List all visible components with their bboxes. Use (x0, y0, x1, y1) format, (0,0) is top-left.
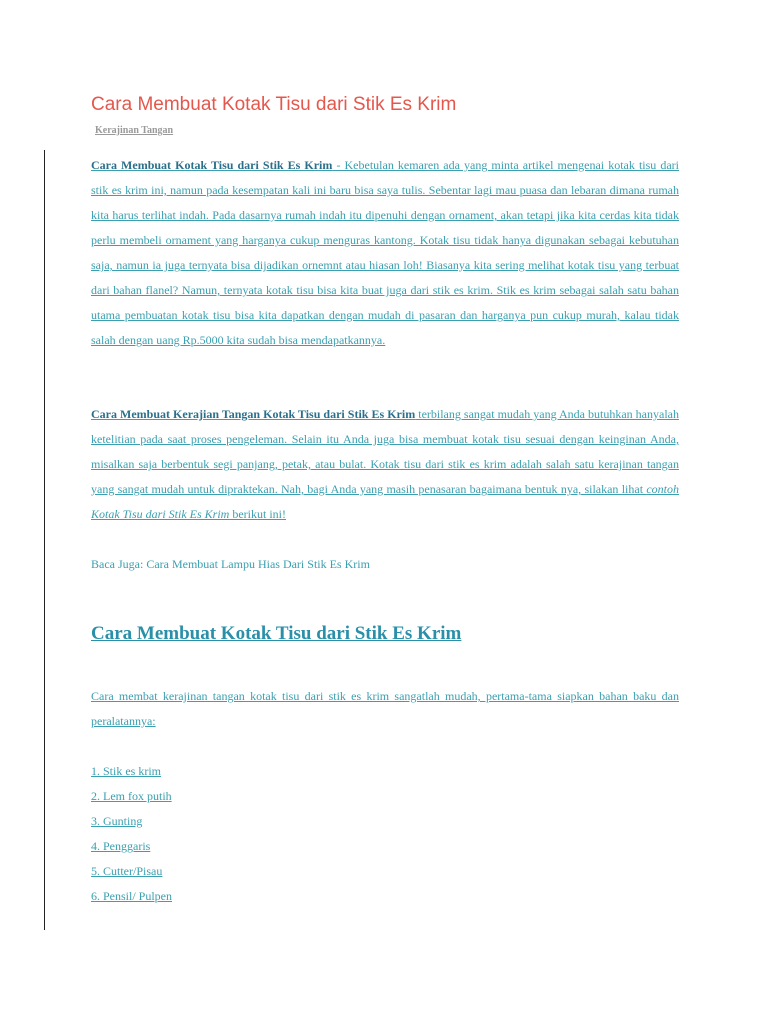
margin-rule (44, 150, 45, 930)
article-title: Cara Membuat Kotak Tisu dari Stik Es Krim (91, 94, 457, 115)
list-item: 3. Gunting (91, 814, 143, 828)
list-item: 5. Cutter/Pisau (91, 864, 163, 878)
list-item: 1. Stik es krim (91, 764, 162, 778)
second-paragraph (91, 402, 679, 527)
section-intro: Cara membat kerajinan tangan kotak tisu dari stik es krim sangatlah mudah, pertama-tama siapkan bahan baku dan peralatannya: (91, 689, 679, 728)
list-item: 4. Penggaris (91, 839, 151, 853)
example-link[interactable]: contoh Kotak Tisu dari Stik Es Krim (91, 482, 679, 521)
intro-text: - Kebetulan kemaren ada yang minta artikel mengenai kotak tisu dari stik es krim ini, namun pada kesempatan kali ini baru bisa saya tulis. Sebentar lagi mau puasa dan lebaran dimana rumah kita harus terlihat indah. Pada dasarnya rumah indah itu dipenuhi dengan ornament, akan tetapi jika kita cerdas kita tidak perlu membeli ornament yang harganya cukup menguras kantong. Kotak tisu tidak hanya digunakan sebagai kebutuhan saja, namun ia juga ternyata bisa dijadikan ornemnt atau hiasan loh! Biasanya kita sering melihat kotak tisu yang terbuat dari bahan flanel? Namun, ternyata kotak tisu bisa kita buat juga dari stik es krim. Stik es krim sebagai salah satu bahan utama pembuatan kotak tisu bisa kita dapatkan dengan mudah di pasaran dan harganya pun cukup murah, kalau tidak salah dengan uang Rp.5000 kita sudah bisa mendapatkannya. (91, 158, 680, 347)
intro-paragraph (91, 153, 679, 353)
second-lead-link[interactable]: Cara Membuat Kerajian Tangan Kotak Tisu dari Stik Es Krim (91, 407, 416, 421)
list-item: 2. Lem fox putih (91, 789, 172, 803)
read-also-link[interactable]: Baca Juga: Cara Membuat Lampu Hias Dari Stik Es Krim (91, 557, 370, 571)
section-heading: Cara Membuat Kotak Tisu dari Stik Es Krim (91, 623, 462, 644)
second-text: terbilang sangat mudah yang Anda butuhkan hanyalah ketelitian pada saat proses pengeleman. Selain itu Anda juga bisa membuat kotak tisu sesuai dengan keinginan Anda, misalkan saja berbentuk segi panjang, petak, atau bulat. Kotak tisu dari stik es krim adalah salah satu kerajinan tangan yang sangat mudah untuk dipraktekan. Nah, bagi Anda yang masih penasaran bagaimana bentuk nya, silakan lihat (91, 407, 679, 496)
category-link[interactable]: Kerajinan Tangan (95, 125, 174, 136)
second-tail: berikut ini! (229, 507, 287, 521)
materials-list (91, 759, 172, 909)
intro-lead-link[interactable]: Cara Membuat Kotak Tisu dari Stik Es Krim (91, 158, 333, 172)
list-item: 6. Pensil/ Pulpen (91, 889, 173, 903)
